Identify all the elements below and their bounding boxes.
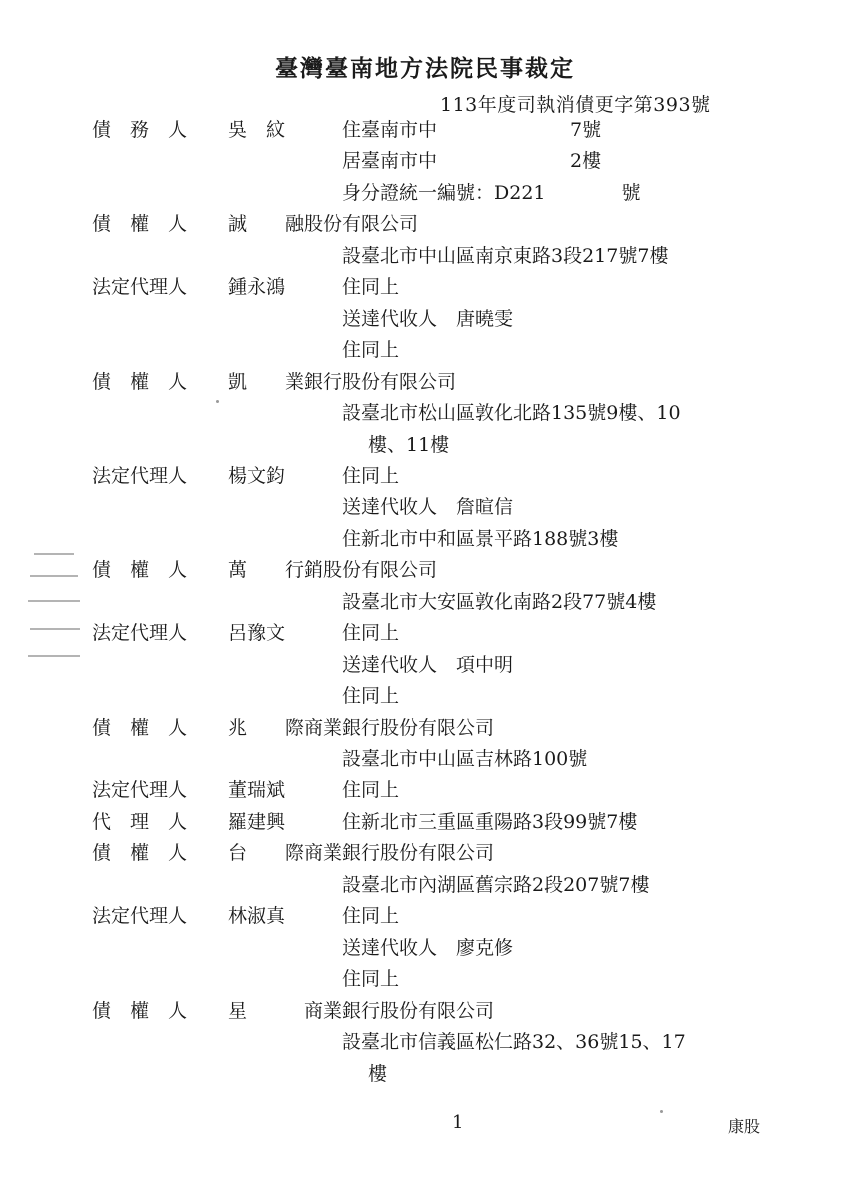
- party-role: 法定代理人: [92, 622, 188, 644]
- party-role: 法定代理人: [92, 779, 188, 801]
- party-detail: 送達代收人 廖克修: [342, 937, 514, 959]
- party-role: 債 權 人: [92, 559, 188, 581]
- scan-artifact: [28, 600, 80, 602]
- party-detail: 設臺北市信義區松仁路32、36號15、17: [342, 1031, 686, 1053]
- party-cont: 樓: [368, 1063, 388, 1085]
- case-number: 113年度司執消債更字第393號: [440, 94, 711, 116]
- party-name: 台 際商業銀行股份有限公司: [228, 842, 495, 864]
- party-name: 林淑真: [228, 905, 286, 927]
- party-role: 法定代理人: [92, 465, 188, 487]
- party-detail: 住同上: [342, 276, 400, 298]
- party-detail: 居臺南市中 2樓: [342, 150, 602, 172]
- party-name: 楊文鈞: [228, 465, 286, 487]
- party-name: 誠 融股份有限公司: [228, 213, 419, 235]
- party-role: 債 務 人: [92, 119, 188, 141]
- party-detail: 送達代收人 詹暄信: [342, 496, 514, 518]
- party-role: 代 理 人: [92, 811, 188, 833]
- party-role: 債 權 人: [92, 842, 188, 864]
- party-detail: 設臺北市大安區敦化南路2段77號4樓: [342, 591, 657, 613]
- party-detail: 住新北市三重區重陽路3段99號7樓: [342, 811, 638, 833]
- party-detail: 設臺北市松山區敦化北路135號9樓、10: [342, 402, 681, 424]
- party-detail: 設臺北市中山區吉林路100號: [342, 748, 588, 770]
- party-detail: 住同上: [342, 779, 400, 801]
- party-detail: 設臺北市中山區南京東路3段217號7樓: [342, 245, 669, 267]
- party-name: 星 商業銀行股份有限公司: [228, 1000, 495, 1022]
- party-name: 凱 業銀行股份有限公司: [228, 371, 457, 393]
- party-role: 法定代理人: [92, 905, 188, 927]
- party-cont: 樓、11樓: [368, 434, 450, 456]
- party-role: 債 權 人: [92, 1000, 188, 1022]
- party-detail: 住同上: [342, 968, 400, 990]
- scan-artifact: [216, 400, 219, 403]
- party-name: 萬 行銷股份有限公司: [228, 559, 438, 581]
- party-detail: 住新北市中和區景平路188號3樓: [342, 528, 619, 550]
- party-detail: 送達代收人 唐曉雯: [342, 308, 514, 330]
- scan-artifact: [28, 655, 80, 657]
- scan-artifact: [34, 553, 74, 555]
- scan-artifact: [660, 1110, 663, 1113]
- party-role: 法定代理人: [92, 276, 188, 298]
- party-name: 羅建興: [228, 811, 286, 833]
- party-name: 鍾永鴻: [228, 276, 286, 298]
- scan-artifact: [30, 575, 78, 577]
- party-role: 債 權 人: [92, 717, 188, 739]
- scan-artifact: [30, 628, 80, 630]
- party-detail: 設臺北市內湖區舊宗路2段207號7樓: [342, 874, 650, 896]
- party-detail: 送達代收人 項中明: [342, 654, 514, 676]
- party-detail: 住同上: [342, 465, 400, 487]
- party-name: 兆 際商業銀行股份有限公司: [228, 717, 495, 739]
- page-number: 1: [452, 1112, 464, 1133]
- party-name: 呂豫文: [228, 622, 286, 644]
- party-role: 債 權 人: [92, 213, 188, 235]
- party-detail: 身分證統一編號：D221 號: [342, 182, 641, 204]
- division-code: 康股: [728, 1117, 761, 1136]
- party-role: 債 權 人: [92, 371, 188, 393]
- document-title: 臺灣臺南地方法院民事裁定: [275, 55, 575, 82]
- party-detail: 住同上: [342, 622, 400, 644]
- party-detail: 住同上: [342, 685, 400, 707]
- party-detail: 住同上: [342, 905, 400, 927]
- party-detail: 住同上: [342, 339, 400, 361]
- party-name: 董瑞斌: [228, 779, 286, 801]
- party-detail: 住臺南市中 7號: [342, 119, 602, 141]
- party-name: 吳 紋: [228, 119, 286, 141]
